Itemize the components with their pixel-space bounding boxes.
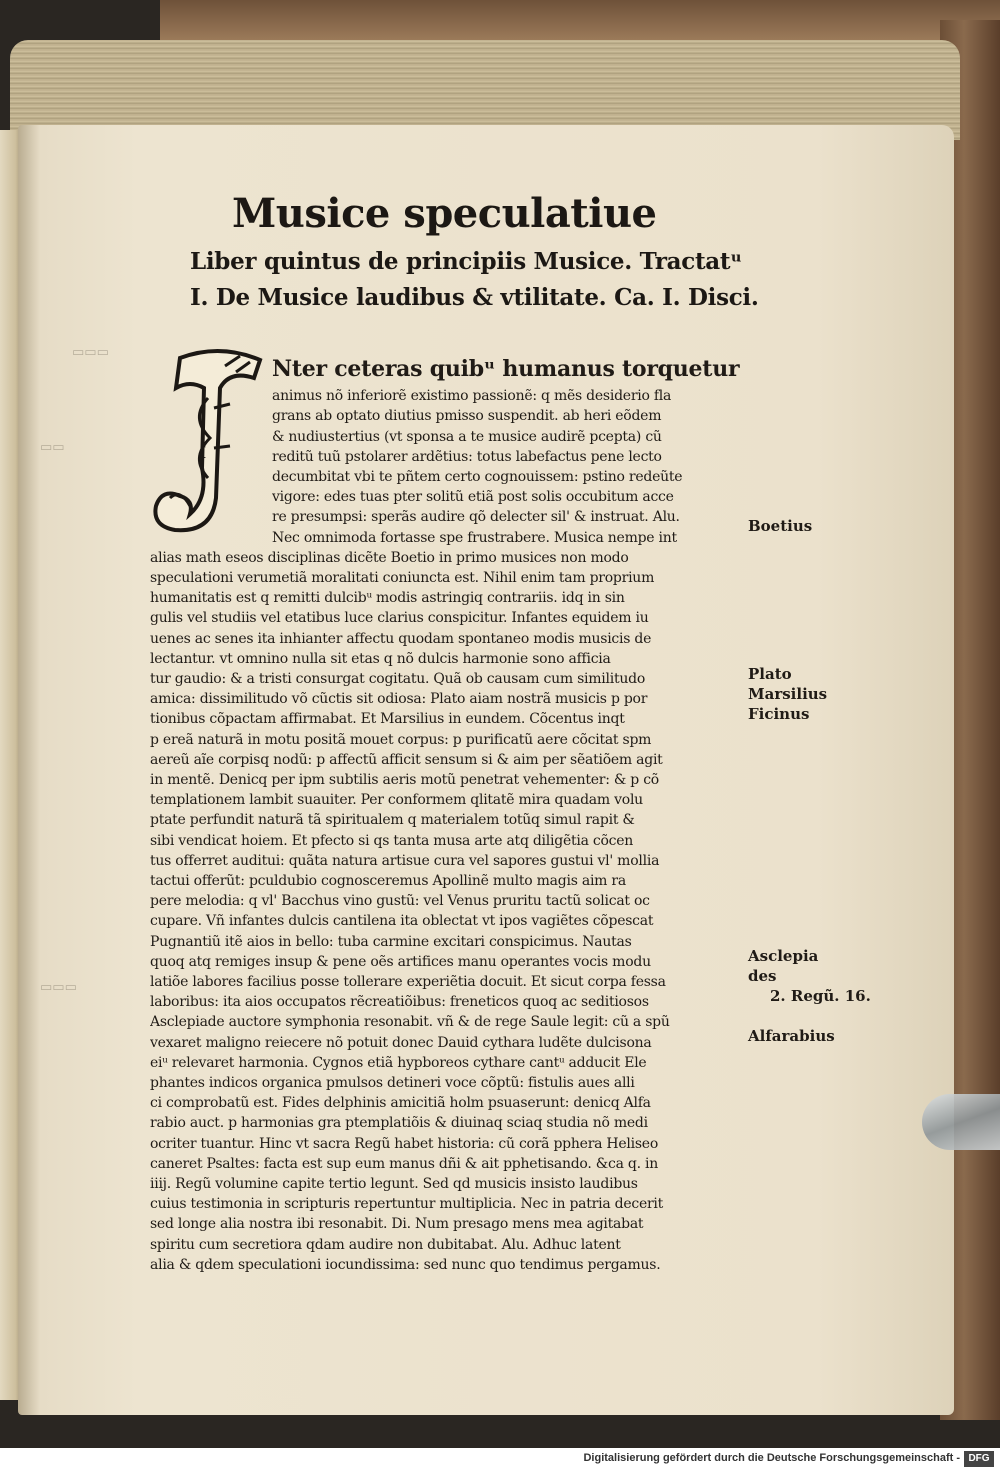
body-line: lectantur. vt omnino nulla sit etas q nõ dulcis harmonie sono afficia [150, 651, 611, 667]
margin-note-marsilius: Marsilius [748, 685, 828, 703]
body-line: amica: dissimilitudo võ cũctis sit odiosa: Plato aiam nostrã musicis p por [150, 691, 648, 707]
body-line: alia & qdem speculationi iocundissima: sed nunc quo tendimus pergamus. [150, 1257, 661, 1273]
body-line: uenes ac senes ita inhianter affectu quodam spontaneo modis musicis de [150, 631, 652, 647]
body-line: speculationi verumetiã moralitati coniuncta est. Nihil enim tam proprium [150, 570, 655, 586]
body-line: sibi vendicat hoiem. Et pfecto si qs tanta musa arte atq diligẽtia cõcen [150, 833, 634, 849]
body-line: pere melodia: q vl' Bacchus vino gustũ: vel Venus pruritu tactũ solicat oc [150, 893, 650, 909]
margin-note-asclepiades-cont: des [748, 967, 777, 985]
body-line: gulis vel studiis vel etatibus luce clarius conspicitur. Infantes equidem iu [150, 610, 649, 626]
book-cover-top [160, 0, 1000, 40]
body-line: Nec omnimoda fortasse spe frustraberе. Musica nempe int [272, 530, 677, 546]
initial-glyph: I [200, 443, 207, 462]
body-line: vigore: edes tuas pter solitũ etiã post solis occubitum acce [272, 489, 674, 505]
body-line: animus nõ inferiorẽ existimo passionẽ: q mẽs desiderio fla [272, 388, 672, 404]
dfg-logo: DFG [964, 1451, 994, 1467]
body-line: in mentẽ. Denicq per ipm subtilis aeris motũ penetrat vehementer: & p cõ [150, 772, 659, 788]
body-line: vexaret maligno reiecere nõ potuit donec Dauid cythara ludẽte dulcisona [150, 1035, 652, 1051]
show-through: ▭▭ [40, 440, 65, 455]
margin-note-ficinus: Ficinus [748, 705, 810, 723]
margin-note-plato: Plato [748, 665, 792, 683]
margin-note-regum: 2. Regũ. 16. [770, 987, 871, 1005]
body-line: sed longe alia nostra ibi resonabit. Di. Num presago mens mea agitabat [150, 1216, 644, 1232]
page-clip [922, 1094, 1000, 1150]
show-through: ▭▭▭ [72, 345, 109, 360]
funding-credit: Digitalisierung gefördert durch die Deutsche Forschungsgemeinschaft - [583, 1452, 960, 1464]
body-line: cupare. Vñ infantes dulcis cantilena ita oblectat vt ipos vagiẽtes cõpescat [150, 913, 654, 929]
decorated-initial-letter [150, 348, 268, 538]
body-line: aereũ aĩe corpisq nodũ: p affectũ afficit sensum si & aim per sẽatiõem agit [150, 752, 663, 768]
page-title: Musice speculatiue [232, 190, 657, 237]
body-line: eiᵘ relevaret harmonia. Cygnos etiã hypboreos cythare cantᵘ adducit Ele [150, 1055, 647, 1071]
body-line: & nudiustertius (vt sponsa a te musice audirẽ pcepta) cũ [272, 429, 662, 445]
body-line: phantes indicos organica pmulsos detineri voce cõptũ: fistulis aues alli [150, 1075, 635, 1091]
body-line: Pugnantiũ itẽ aios in bello: tuba carmine excitari conspicimus. Nautas [150, 934, 632, 950]
subtitle-line: Liber quintus de principiis Musice. Tractatᵘ [190, 248, 742, 275]
margin-note-boetius: Boetius [748, 517, 813, 535]
body-line: Nter ceteras quibᵘ humanus torquetur [272, 356, 740, 382]
show-through: ▭▭▭ [40, 980, 77, 995]
body-line: reditũ tuũ pstolarer ardẽtius: totus labefactus pene lecto [272, 449, 662, 465]
body-line: tus offerret auditui: quãta natura artisue cura vel sapores gustui vl' mollia [150, 853, 660, 869]
margin-note-asclepiades: Asclepia [748, 947, 819, 965]
body-line: alias math eseos disciplinas dicẽte Boetio in primo musices non modo [150, 550, 629, 566]
margin-note-alfarabius: Alfarabius [748, 1027, 835, 1045]
body-line: latiõe labores facilius posse tollerare experiẽtia docuit. Et sicut corpa fessa [150, 974, 666, 990]
body-line: p ereã naturã in motu positã mouet corpus: p purificatũ aere cõcitat spm [150, 732, 652, 748]
body-line: caneret Psaltes: facta est sup eum manus dñi & ait pphetisando. &ca q. in [150, 1156, 658, 1172]
body-line: laboribus: ita aios occupatos rẽcreatiõibus: freneticos quoq ac seditiosos [150, 994, 649, 1010]
body-line: ci comprobatũ est. Fides delphinis amicitiã holm psuaserunt: denicq Alfa [150, 1095, 651, 1111]
body-line: iiij. Regũ volumine capite tertio legunt. Sed qd musicis insisto laudibus [150, 1176, 638, 1192]
body-line: tionibus cõpactam affirmabat. Et Marsilius in eundem. Cõcentus inqt [150, 711, 625, 727]
body-line: ocriter tuantur. Hinc vt sacra Regũ habet historia: cũ corã pphera Heliseo [150, 1136, 659, 1152]
body-line: templationem lambit suauiter. Per conformem qlitatẽ mira quadam volu [150, 792, 643, 808]
body-line: re presumpsi: sperãs audire qõ delecter sil' & instruat. Alu. [272, 509, 680, 525]
body-line: grans ab optato diutius pmisso suspendit. ab heri eõdem [272, 408, 662, 424]
footer-bar [0, 1448, 1000, 1472]
body-line: humanitatis est q remitti dulcibᵘ modis astringiq contrariis. idq in sin [150, 590, 625, 606]
body-line: tactui offerũt: pculdubio cognosceremus Apollinẽ multo magis aim ra [150, 873, 626, 889]
body-line: Asclepiade auctore symphonia resonabit. vñ & de rege Saule legit: cũ a spũ [150, 1014, 670, 1030]
body-line: decumbitat vbi te pñtem certo cognouissem: pstino redeũte [272, 469, 683, 485]
body-line: cuius testimonia in scripturis repertuntur multiplicia. Nec in patria decerit [150, 1196, 664, 1212]
body-line: spiritu cum secretiora qdam audire non dubitabat. Alu. Adhuc latent [150, 1237, 621, 1253]
body-line: rabio auct. p harmonias gra ptemplatiõis & diuinaq sciaq studia nõ medi [150, 1115, 648, 1131]
body-line: ptate perfundit naturã tã spiritualem q materialem totũq simul rapit & [150, 812, 635, 828]
body-line: quoq atq remiges insup & pene oẽs artifices manu operantes vocis modu [150, 954, 651, 970]
body-line: tur gaudio: & a tristi consurgat cogitatu. Quã ob causam cum similitudo [150, 671, 646, 687]
subtitle-line: I. De Musice laudibus & vtilitate. Ca. I. Disci. [190, 284, 759, 311]
